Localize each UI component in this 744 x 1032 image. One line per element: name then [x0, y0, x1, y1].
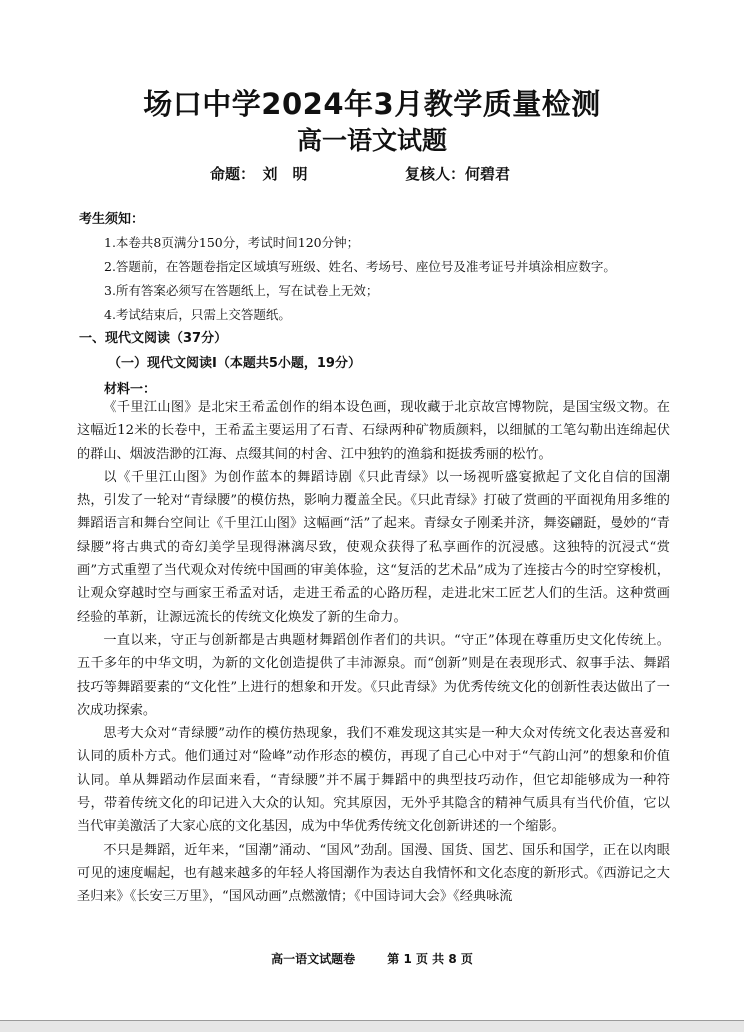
- note-item: 4.考试结束后，只需上交答题纸。: [104, 307, 291, 322]
- exam-title: 场口中学2024年3月教学质量检测: [143, 87, 601, 121]
- notes-heading: 考生须知：: [79, 212, 145, 227]
- author-label: 命题： 刘 明: [210, 165, 308, 183]
- reading-passage: [77, 396, 670, 909]
- passage-paragraph: 以《千里江山图》为创作蓝本的舞蹈诗剧《只此青绿》以一场视听盛宴掀起了文化自信的国潮热，引发了一轮对“青绿腰”的模仿热，影响力覆盖全民。《只此青绿》打破了赏画的平面视角用多维的舞蹈语言和舞台空间让《千里江山图》这幅画“活”了起来。青绿女子刚柔并济，舞姿翩跹，曼妙的“青绿腰”将古典式的奇幻美学呈现得淋漓尽致，使观众获得了私享画作的沉浸感。这独特的沉浸式“赏画”方式重塑了当代观众对传统中国画的审美体验，这“复活的艺术品”成为了连接古今的时空穿梭机，让观众穿越时空与画家王希孟对话，走进王希孟的心路历程，走进北宋工匠艺人们的生活。这种赏画经验的革新，让源远流长的传统文化焕发了新的生命力。: [77, 469, 670, 625]
- section-heading: 一、现代文阅读（37分）: [79, 331, 228, 346]
- footer-page-number: 第 1 页 共 8 页: [387, 952, 473, 966]
- footer-doc-name: 高一语文试题卷: [271, 952, 356, 966]
- subsection-heading: （一）现代文阅读Ⅰ（本题共5小题，19分）: [108, 356, 361, 371]
- exam-subtitle: 高一语文试题: [296, 126, 447, 155]
- reviewer-label: 复核人：何碧君: [405, 165, 511, 183]
- passage-paragraph: 一直以来，守正与创新都是古典题材舞蹈创作者们的共识。“守正”体现在尊重历史文化传统上。五千多年的中华文明，为新的文化创造提供了丰沛源泉。而“创新”则是在表现形式、叙事手法、舞蹈技巧等舞蹈要素的“文化性”上进行的想象和开发。《只此青绿》为优秀传统文化的创新性表达做出了一次成功探索。: [77, 632, 670, 718]
- note-item: 1.本卷共8页满分150分，考试时间120分钟；: [104, 235, 360, 250]
- passage-paragraph: 不只是舞蹈，近年来，“国潮”涌动、“国风”劲刮。国漫、国货、国艺、国乐和国学，正在以肉眼可见的速度崛起，也有越来越多的年轻人将国潮作为表达自我情怀和文化态度的新形式。《西游记之大圣归来》《长安三万里》，“国风动画”点燃激情；《中国诗词大会》《经典咏流: [77, 842, 670, 905]
- bottom-divider: [0, 1020, 744, 1032]
- passage-paragraph: 《千里江山图》是北宋王希孟创作的绢本设色画，现收藏于北京故宫博物院，是国宝级文物。在这幅近12米的长卷中，王希孟主要运用了石青、石绿两种矿物质颜料，以细腻的工笔勾勒出连绵起伏的群山、烟波浩渺的江海、点缀其间的村舍、江中独钓的渔翁和挺拔秀丽的松竹。: [77, 400, 670, 462]
- page-footer: [0, 950, 744, 967]
- note-item: 2.答题前，在答题卷指定区域填写班级、姓名、考场号、座位号及准考证号并填涂相应数字。: [104, 259, 616, 274]
- note-item: 3.所有答案必须写在答题纸上，写在试卷上无效；: [104, 283, 379, 298]
- material-label: 材料一：: [104, 382, 157, 397]
- passage-paragraph: 思考大众对“青绿腰”动作的模仿热现象，我们不难发现这其实是一种大众对传统文化表达喜爱和认同的质朴方式。他们通过对“险峰”动作形态的模仿，再现了自己心中对于“气韵山河”的想象和价值认同。单从舞蹈动作层面来看，“青绿腰”并不属于舞蹈中的典型技巧动作，但它却能够成为一种符号，带着传统文化的印记进入大众的认知。究其原因，无外乎其隐含的精神气质具有当代价值，它以当代审美激活了大家心底的文化基因，成为中华优秀传统文化创新讲述的一个缩影。: [77, 726, 670, 835]
- author-line: [210, 163, 570, 184]
